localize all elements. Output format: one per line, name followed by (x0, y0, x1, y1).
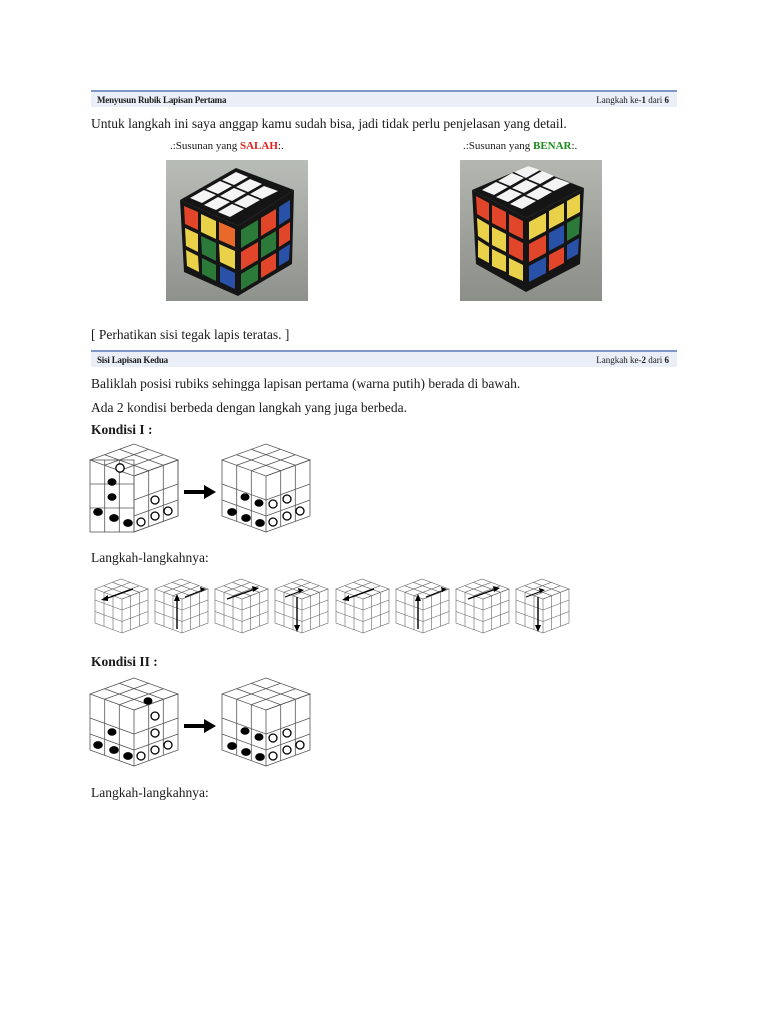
section-title: Sisi Lapisan Kedua (97, 355, 168, 365)
step-indicator: Langkah ke-2 dari 6 (596, 355, 669, 365)
kondisi-2-after-cube (220, 676, 312, 768)
langkah-2-label: Langkah-langkahnya: (91, 785, 209, 800)
wrong-cube-photo (166, 160, 308, 301)
paragraph-1: Baliklah posisi rubiks sehingga lapisan pertama (warna putih) berada di bawah. (91, 376, 521, 391)
step-thumbnail-cube (394, 577, 451, 635)
step-indicator: Langkah ke-1 dari 6 (596, 95, 669, 105)
right-cube-photo (460, 160, 602, 301)
step-thumbnail-cube (334, 577, 391, 635)
step-thumbnail-cube (213, 577, 270, 635)
caption-right: .:Susunan yang BENAR:. (463, 140, 578, 152)
step-thumbnail-cube (93, 577, 150, 635)
intro-text: Untuk langkah ini saya anggap kamu sudah bisa, jadi tidak perlu penjelasan yang detail. (91, 116, 567, 131)
caption-wrong: .:Susunan yang SALAH:. (170, 140, 284, 152)
step-thumbnail-cube (153, 577, 210, 635)
section-header-2 (91, 350, 677, 367)
paragraph-2: Ada 2 kondisi berbeda dengan langkah yang juga berbeda. (91, 400, 408, 415)
kondisi-1-after-cube (220, 442, 312, 534)
section-title: Menyusun Rubik Lapisan Pertama (97, 95, 227, 105)
kondisi-2-heading: Kondisi II : (91, 654, 158, 669)
kondisi-2-before-cube (88, 676, 180, 768)
note-text: [ Perhatikan sisi tegak lapis teratas. ] (91, 327, 290, 342)
langkah-1-label: Langkah-langkahnya: (91, 550, 209, 565)
arrow-icon (184, 719, 216, 733)
step-thumbnail-cube (273, 577, 330, 635)
kondisi-1-heading: Kondisi I : (91, 422, 153, 437)
section-header-1 (91, 90, 677, 107)
arrow-icon (184, 485, 216, 499)
step-thumbnail-cube (454, 577, 511, 635)
kondisi-1-before-cube (88, 442, 180, 534)
step-thumbnail-cube (514, 577, 571, 635)
